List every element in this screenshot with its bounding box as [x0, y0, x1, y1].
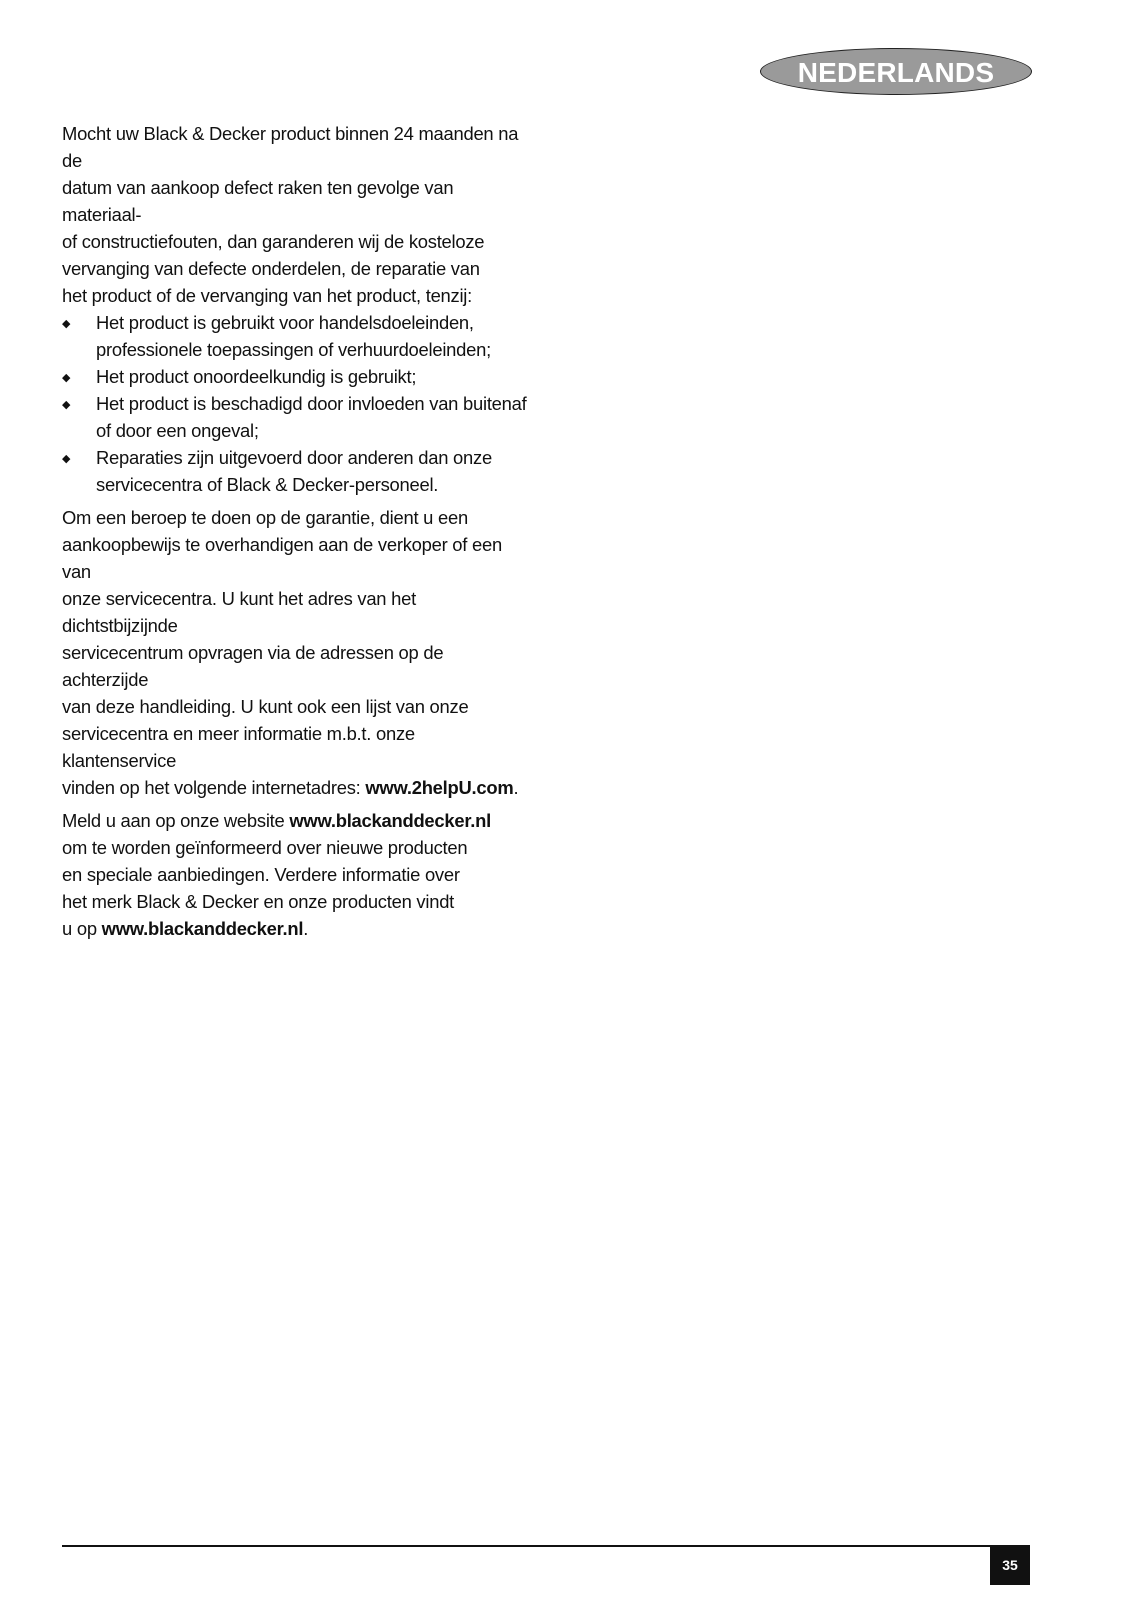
list-item-text: professionele toepassingen of verhuurdoeleinden; — [96, 339, 491, 360]
list-item — [62, 390, 532, 444]
intro-line: of constructiefouten, dan garanderen wij de kosteloze — [62, 231, 485, 252]
sentence-period: . — [513, 777, 519, 798]
website-url-link[interactable]: www.blackanddecker.nl — [289, 810, 491, 831]
claim-line: aankoopbewijs te overhandigen aan de verkoper of een van — [62, 534, 502, 582]
website-url-link-2[interactable]: www.blackanddecker.nl — [101, 918, 304, 939]
claim-line: Om een beroep te doen op de garantie, dient u een — [62, 507, 468, 528]
list-item-text: of door een ongeval; — [96, 420, 259, 441]
diamond-bullet-icon: ◆ — [62, 318, 71, 330]
warranty-exclusions-list — [62, 309, 532, 498]
register-line: en speciale aanbiedingen. Verdere informatie over — [62, 864, 460, 885]
diamond-bullet-icon: ◆ — [62, 453, 71, 465]
diamond-bullet-icon: ◆ — [62, 399, 71, 411]
register-line: om te worden geïnformeerd over nieuwe producten — [62, 837, 468, 858]
intro-line: Mocht uw Black & Decker product binnen 24 maanden na de — [62, 123, 519, 171]
list-item — [62, 444, 532, 498]
sentence-period: . — [303, 918, 309, 939]
warranty-claim-paragraph — [62, 504, 532, 801]
language-badge: NEDERLANDS — [760, 48, 1032, 95]
intro-line: datum van aankoop defect raken ten gevolge van materiaal- — [62, 177, 454, 225]
list-item-text: servicecentra of Black & Decker-personeel. — [96, 474, 439, 495]
list-item-text: Reparaties zijn uitgevoerd door anderen dan onze — [96, 447, 492, 468]
service-url-link[interactable]: www.2helpU.com — [365, 777, 514, 798]
register-line: u op — [62, 918, 102, 939]
intro-line: het product of de vervanging van het product, tenzij: — [62, 285, 473, 306]
diamond-bullet-icon: ◆ — [62, 372, 71, 384]
list-item-text: Het product onoordeelkundig is gebruikt; — [96, 366, 417, 387]
list-item — [62, 309, 532, 363]
list-item-text: Het product is beschadigd door invloeden van buitenaf — [96, 393, 527, 414]
register-line: het merk Black & Decker en onze producten vindt — [62, 891, 455, 912]
claim-line: vinden op het volgende internetadres: — [62, 777, 366, 798]
claim-line: servicecentrum opvragen via de adressen op de achterzijde — [62, 642, 444, 690]
warranty-intro — [62, 120, 532, 309]
register-paragraph — [62, 807, 532, 942]
claim-line: onze servicecentra. U kunt het adres van het dichtstbijzijnde — [62, 588, 416, 636]
claim-line: servicecentra en meer informatie m.b.t. onze klantenservice — [62, 723, 415, 771]
register-line: Meld u aan op onze website — [62, 810, 290, 831]
claim-line: van deze handleiding. U kunt ook een lijst van onze — [62, 696, 469, 717]
footer-divider — [62, 1545, 1028, 1547]
page-number: 35 — [990, 1545, 1030, 1585]
warranty-section — [62, 120, 532, 942]
intro-line: vervanging van defecte onderdelen, de reparatie van — [62, 258, 480, 279]
list-item-text: Het product is gebruikt voor handelsdoeleinden, — [96, 312, 474, 333]
list-item — [62, 363, 532, 390]
